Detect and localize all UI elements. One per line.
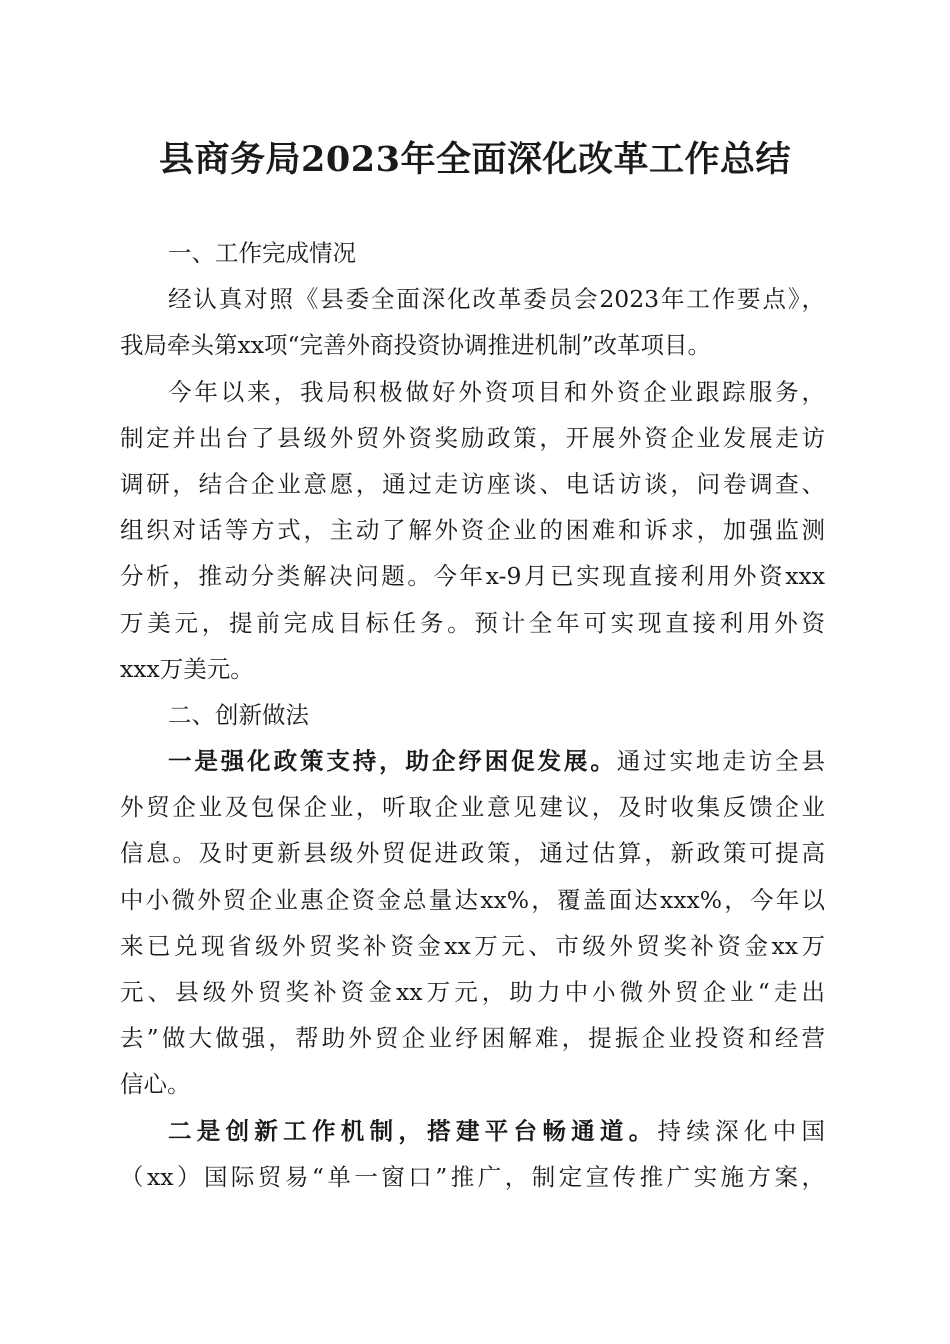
paragraph-line: 调研，结合企业意愿，通过走访座谈、电话访谈，问卷调查、 [120,469,825,498]
paragraph-line [120,1108,825,1154]
paragraph-line: 制定并出台了县级外贸外资奖励政策，开展外资企业发展走访 [120,423,825,452]
paragraph-line: 分析，推动分类解决问题。今年x-9月已实现直接利用外资xxx [120,562,825,591]
section-heading: 二、创新做法 [168,700,309,729]
paragraph-line: 外贸企业及包保企业，听取企业意见建议，及时收集反馈企业 [120,793,825,822]
paragraph-text: 持续深化中国 [657,1116,826,1145]
paragraph-line: 万美元，提前完成目标任务。预计全年可实现直接利用外资 [120,608,825,637]
paragraph-line: xxx万美元。 [120,654,254,683]
paragraph-line: 我局牵头第xx项“完善外商投资协调推进机制”改革项目。 [120,331,712,360]
paragraph-line: 今年以来，我局积极做好外资项目和外资企业跟踪服务， [168,377,825,406]
paragraph-text: 通过实地走访全县 [616,747,826,776]
paragraph-line: 经认真对照《县委全面深化改革委员会2023年工作要点》， [168,285,825,314]
paragraph-line: 去”做大做强，帮助外贸企业纾困解难，提振企业投资和经营 [120,1024,825,1053]
paragraph-lead: 一是强化政策支持，助企纾困促发展。 [168,747,617,776]
document-body [120,230,825,1200]
paragraph-line: 中小微外贸企业惠企资金总量达xx%，覆盖面达xxx%，今年以 [120,885,825,914]
document-title: 县商务局2023年全面深化改革工作总结 [159,139,791,180]
paragraph-lead: 二是创新工作机制，搭建平台畅通道。 [168,1116,658,1145]
paragraph-line [120,738,825,784]
paragraph-line: 组织对话等方式，主动了解外资企业的困难和诉求，加强监测 [120,516,825,545]
paragraph-line: 信息。及时更新县级外贸促进政策，通过估算，新政策可提高 [120,839,825,868]
paragraph-line: 信心。 [120,1070,191,1099]
section-heading: 一、工作完成情况 [168,239,356,267]
paragraph-line: 元、县级外贸奖补资金xx万元，助力中小微外贸企业“走出 [120,978,825,1006]
paragraph-line: 来已兑现省级外贸奖补资金xx万元、市级外贸奖补资金xx万 [120,931,825,960]
paragraph-line: （xx）国际贸易“单一窗口”推广，制定宣传推广实施方案， [120,1162,825,1191]
